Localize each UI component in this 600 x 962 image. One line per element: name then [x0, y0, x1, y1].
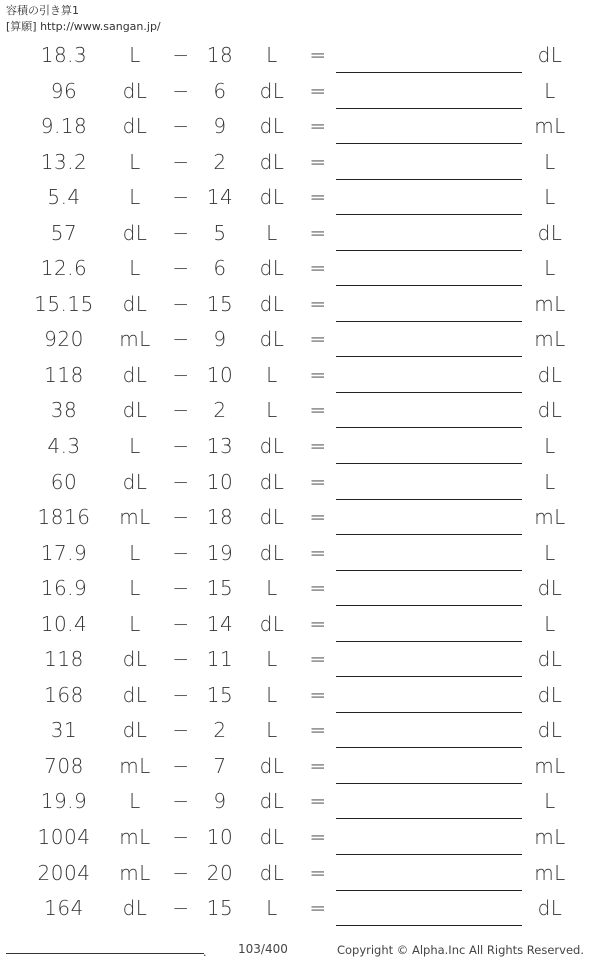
minuend-value: 16.9: [40, 576, 88, 601]
equals-sign: =: [309, 718, 327, 743]
subtrahend-value: 9: [213, 789, 227, 814]
problem-row: [0, 358, 600, 394]
minus-sign: −: [172, 576, 190, 601]
minus-sign: −: [172, 43, 190, 67]
worksheet-source-link[interactable]: [算願] http://www.sangan.jp/: [6, 20, 161, 33]
answer-blank[interactable]: [336, 145, 522, 180]
minuend-unit: dL: [122, 362, 148, 387]
answer-blank[interactable]: [336, 180, 522, 215]
subtrahend-value: 7: [213, 753, 227, 778]
equals-sign: =: [309, 647, 327, 672]
subtrahend-value: 2: [213, 398, 227, 423]
answer-blank[interactable]: [336, 607, 522, 642]
problem-row: [0, 607, 600, 643]
name-line-dot: .: [203, 946, 207, 959]
minuend-unit: L: [129, 576, 141, 601]
subtrahend-unit: L: [266, 896, 278, 921]
minuend-value: 13.2: [40, 149, 88, 174]
minus-sign: −: [172, 327, 190, 352]
equals-sign: =: [309, 896, 327, 921]
result-unit: mL: [534, 291, 566, 316]
minuend-value: 31: [50, 718, 78, 743]
equals-sign: =: [309, 753, 327, 778]
minuend-unit: dL: [122, 220, 148, 245]
minuend-unit: L: [129, 43, 141, 67]
subtrahend-unit: L: [266, 682, 278, 707]
result-unit: dL: [537, 220, 563, 245]
minuend-value: 4.3: [47, 434, 81, 459]
minuend-value: 15.15: [34, 291, 94, 316]
subtrahend-value: 13: [206, 434, 234, 459]
subtrahend-unit: dL: [259, 753, 285, 778]
subtrahend-value: 9: [213, 327, 227, 352]
minuend-unit: dL: [122, 78, 148, 103]
equals-sign: =: [309, 860, 327, 885]
subtrahend-value: 15: [206, 291, 234, 316]
minuend-unit: mL: [119, 505, 151, 530]
equals-sign: =: [309, 611, 327, 636]
subtrahend-value: 18: [206, 505, 234, 530]
answer-blank[interactable]: [336, 749, 522, 784]
result-unit: dL: [537, 718, 563, 743]
subtrahend-unit: L: [266, 220, 278, 245]
subtrahend-unit: dL: [259, 469, 285, 494]
result-unit: dL: [537, 576, 563, 601]
subtrahend-unit: dL: [259, 505, 285, 530]
minus-sign: −: [172, 682, 190, 707]
subtrahend-value: 5: [213, 220, 227, 245]
minus-sign: −: [172, 753, 190, 778]
problem-row: [0, 393, 600, 429]
result-unit: mL: [534, 327, 566, 352]
problem-row: [0, 891, 600, 927]
minus-sign: −: [172, 718, 190, 743]
answer-blank[interactable]: [336, 393, 522, 428]
subtrahend-unit: dL: [259, 789, 285, 814]
answer-blank[interactable]: [336, 571, 522, 606]
problem-row: [0, 322, 600, 358]
problem-row: [0, 216, 600, 252]
result-unit: dL: [537, 362, 563, 387]
subtrahend-unit: L: [266, 647, 278, 672]
minuend-unit: L: [129, 185, 141, 210]
result-unit: L: [544, 540, 556, 565]
minus-sign: −: [172, 469, 190, 494]
minus-sign: −: [172, 825, 190, 850]
subtrahend-value: 15: [206, 682, 234, 707]
subtrahend-unit: L: [266, 576, 278, 601]
minuend-value: 118: [44, 647, 84, 672]
minuend-value: 38: [50, 398, 78, 423]
minuend-unit: dL: [122, 398, 148, 423]
minuend-unit: mL: [119, 327, 151, 352]
equals-sign: =: [309, 682, 327, 707]
equals-sign: =: [309, 220, 327, 245]
copyright-notice: Copyright © Alpha.Inc All Rights Reserved.: [336, 943, 584, 957]
minus-sign: −: [172, 149, 190, 174]
minuend-value: 60: [50, 469, 78, 494]
answer-blank[interactable]: [336, 500, 522, 535]
answer-blank[interactable]: [336, 287, 522, 322]
problem-row: [0, 856, 600, 892]
subtrahend-unit: dL: [259, 860, 285, 885]
problem-row: [0, 465, 600, 501]
minus-sign: −: [172, 256, 190, 281]
result-unit: dL: [537, 682, 563, 707]
equals-sign: =: [309, 43, 327, 67]
subtrahend-unit: L: [266, 398, 278, 423]
subtrahend-value: 10: [206, 469, 234, 494]
answer-blank[interactable]: [336, 216, 522, 251]
result-unit: L: [544, 256, 556, 281]
answer-blank[interactable]: [336, 429, 522, 464]
subtrahend-unit: dL: [259, 185, 285, 210]
equals-sign: =: [309, 576, 327, 601]
equals-sign: =: [309, 149, 327, 174]
minuend-unit: L: [129, 149, 141, 174]
minuend-value: 17.9: [40, 540, 88, 565]
subtrahend-unit: L: [266, 718, 278, 743]
equals-sign: =: [309, 505, 327, 530]
subtrahend-unit: L: [266, 43, 278, 67]
worksheet-title: 容積の引き算1: [6, 4, 79, 17]
equals-sign: =: [309, 434, 327, 459]
name-line[interactable]: [6, 953, 204, 954]
result-unit: L: [544, 78, 556, 103]
minuend-value: 10.4: [40, 611, 88, 636]
result-unit: mL: [534, 860, 566, 885]
subtrahend-value: 2: [213, 718, 227, 743]
subtrahend-unit: dL: [259, 825, 285, 850]
subtrahend-value: 18: [206, 43, 234, 67]
result-unit: L: [544, 434, 556, 459]
minus-sign: −: [172, 398, 190, 423]
minus-sign: −: [172, 114, 190, 139]
equals-sign: =: [309, 469, 327, 494]
minuend-unit: L: [129, 434, 141, 459]
answer-blank[interactable]: [336, 642, 522, 677]
result-unit: L: [544, 469, 556, 494]
subtrahend-value: 15: [206, 896, 234, 921]
minuend-value: 1004: [37, 825, 91, 850]
result-unit: dL: [537, 43, 563, 67]
subtrahend-unit: dL: [259, 540, 285, 565]
minus-sign: −: [172, 540, 190, 565]
equals-sign: =: [309, 825, 327, 850]
result-unit: mL: [534, 753, 566, 778]
minuend-unit: dL: [122, 682, 148, 707]
problem-row: [0, 642, 600, 678]
subtrahend-value: 2: [213, 149, 227, 174]
minus-sign: −: [172, 220, 190, 245]
minuend-value: 96: [50, 78, 78, 103]
answer-blank[interactable]: [336, 251, 522, 286]
result-unit: dL: [537, 398, 563, 423]
problem-row: [0, 109, 600, 145]
result-unit: mL: [534, 505, 566, 530]
answer-blank[interactable]: [336, 358, 522, 393]
minuend-unit: mL: [119, 860, 151, 885]
minus-sign: −: [172, 505, 190, 530]
subtrahend-unit: dL: [259, 149, 285, 174]
problem-row: [0, 429, 600, 465]
equals-sign: =: [309, 114, 327, 139]
minuend-unit: L: [129, 611, 141, 636]
problem-row: [0, 287, 600, 323]
subtrahend-unit: L: [266, 362, 278, 387]
answer-blank[interactable]: [336, 322, 522, 357]
subtrahend-unit: dL: [259, 78, 285, 103]
minus-sign: −: [172, 896, 190, 921]
minuend-value: 2004: [37, 860, 91, 885]
subtrahend-value: 9: [213, 114, 227, 139]
subtrahend-unit: dL: [259, 611, 285, 636]
minuend-value: 9.18: [40, 114, 88, 139]
minus-sign: −: [172, 647, 190, 672]
minus-sign: −: [172, 434, 190, 459]
answer-blank[interactable]: [336, 856, 522, 891]
equals-sign: =: [309, 540, 327, 565]
result-unit: dL: [537, 647, 563, 672]
subtrahend-unit: dL: [259, 434, 285, 459]
equals-sign: =: [309, 256, 327, 281]
minuend-value: 5.4: [47, 185, 81, 210]
subtrahend-value: 15: [206, 576, 234, 601]
problem-row: [0, 536, 600, 572]
equals-sign: =: [309, 789, 327, 814]
subtrahend-value: 10: [206, 825, 234, 850]
equals-sign: =: [309, 185, 327, 210]
minuend-value: 12.6: [40, 256, 88, 281]
problem-row: [0, 678, 600, 714]
problem-row: [0, 251, 600, 287]
minuend-unit: dL: [122, 291, 148, 316]
minuend-value: 57: [50, 220, 78, 245]
answer-blank[interactable]: [336, 38, 522, 73]
minuend-unit: L: [129, 540, 141, 565]
minuend-unit: mL: [119, 753, 151, 778]
subtrahend-value: 19: [206, 540, 234, 565]
answer-blank[interactable]: [336, 109, 522, 144]
problem-row: [0, 145, 600, 181]
subtrahend-value: 20: [206, 860, 234, 885]
result-unit: dL: [537, 896, 563, 921]
minuend-unit: L: [129, 256, 141, 281]
subtrahend-value: 10: [206, 362, 234, 387]
minuend-value: 19.9: [40, 789, 88, 814]
subtrahend-unit: dL: [259, 256, 285, 281]
minus-sign: −: [172, 860, 190, 885]
equals-sign: =: [309, 327, 327, 352]
minuend-unit: dL: [122, 469, 148, 494]
subtrahend-unit: dL: [259, 114, 285, 139]
answer-blank[interactable]: [336, 74, 522, 109]
problem-row: [0, 74, 600, 110]
minus-sign: −: [172, 78, 190, 103]
minuend-value: 1816: [37, 505, 91, 530]
equals-sign: =: [309, 291, 327, 316]
minuend-value: 118: [44, 362, 84, 387]
minuend-value: 708: [44, 753, 84, 778]
result-unit: L: [544, 611, 556, 636]
answer-blank[interactable]: [336, 713, 522, 748]
minus-sign: −: [172, 789, 190, 814]
result-unit: L: [544, 185, 556, 210]
minus-sign: −: [172, 185, 190, 210]
problem-row: [0, 749, 600, 785]
problem-row: [0, 820, 600, 856]
answer-blank[interactable]: [336, 678, 522, 713]
result-unit: mL: [534, 114, 566, 139]
subtrahend-value: 14: [206, 185, 234, 210]
problem-row: [0, 180, 600, 216]
equals-sign: =: [309, 78, 327, 103]
result-unit: L: [544, 789, 556, 814]
problem-row: [0, 500, 600, 536]
minuend-value: 920: [44, 327, 84, 352]
subtrahend-value: 6: [213, 78, 227, 103]
subtrahend-value: 11: [206, 647, 234, 672]
equals-sign: =: [309, 398, 327, 423]
minus-sign: −: [172, 362, 190, 387]
minuend-unit: mL: [119, 825, 151, 850]
answer-blank[interactable]: [336, 784, 522, 819]
equals-sign: =: [309, 362, 327, 387]
answer-blank[interactable]: [336, 536, 522, 571]
problem-row: [0, 571, 600, 607]
page-number: 103/400: [238, 942, 288, 956]
result-unit: L: [544, 149, 556, 174]
subtrahend-value: 14: [206, 611, 234, 636]
minuend-unit: dL: [122, 647, 148, 672]
minuend-value: 168: [44, 682, 84, 707]
minuend-unit: dL: [122, 114, 148, 139]
minus-sign: −: [172, 291, 190, 316]
problem-row: [0, 713, 600, 749]
answer-blank[interactable]: [336, 820, 522, 855]
minuend-unit: dL: [122, 896, 148, 921]
minuend-unit: dL: [122, 718, 148, 743]
subtrahend-value: 6: [213, 256, 227, 281]
minus-sign: −: [172, 611, 190, 636]
problem-list: [0, 38, 600, 927]
answer-blank[interactable]: [336, 465, 522, 500]
minuend-value: 18.3: [40, 43, 88, 67]
result-unit: mL: [534, 825, 566, 850]
minuend-value: 164: [44, 896, 84, 921]
subtrahend-unit: dL: [259, 327, 285, 352]
problem-row: [0, 38, 600, 74]
problem-row: [0, 784, 600, 820]
answer-blank[interactable]: [336, 891, 522, 926]
minuend-unit: L: [129, 789, 141, 814]
subtrahend-unit: dL: [259, 291, 285, 316]
